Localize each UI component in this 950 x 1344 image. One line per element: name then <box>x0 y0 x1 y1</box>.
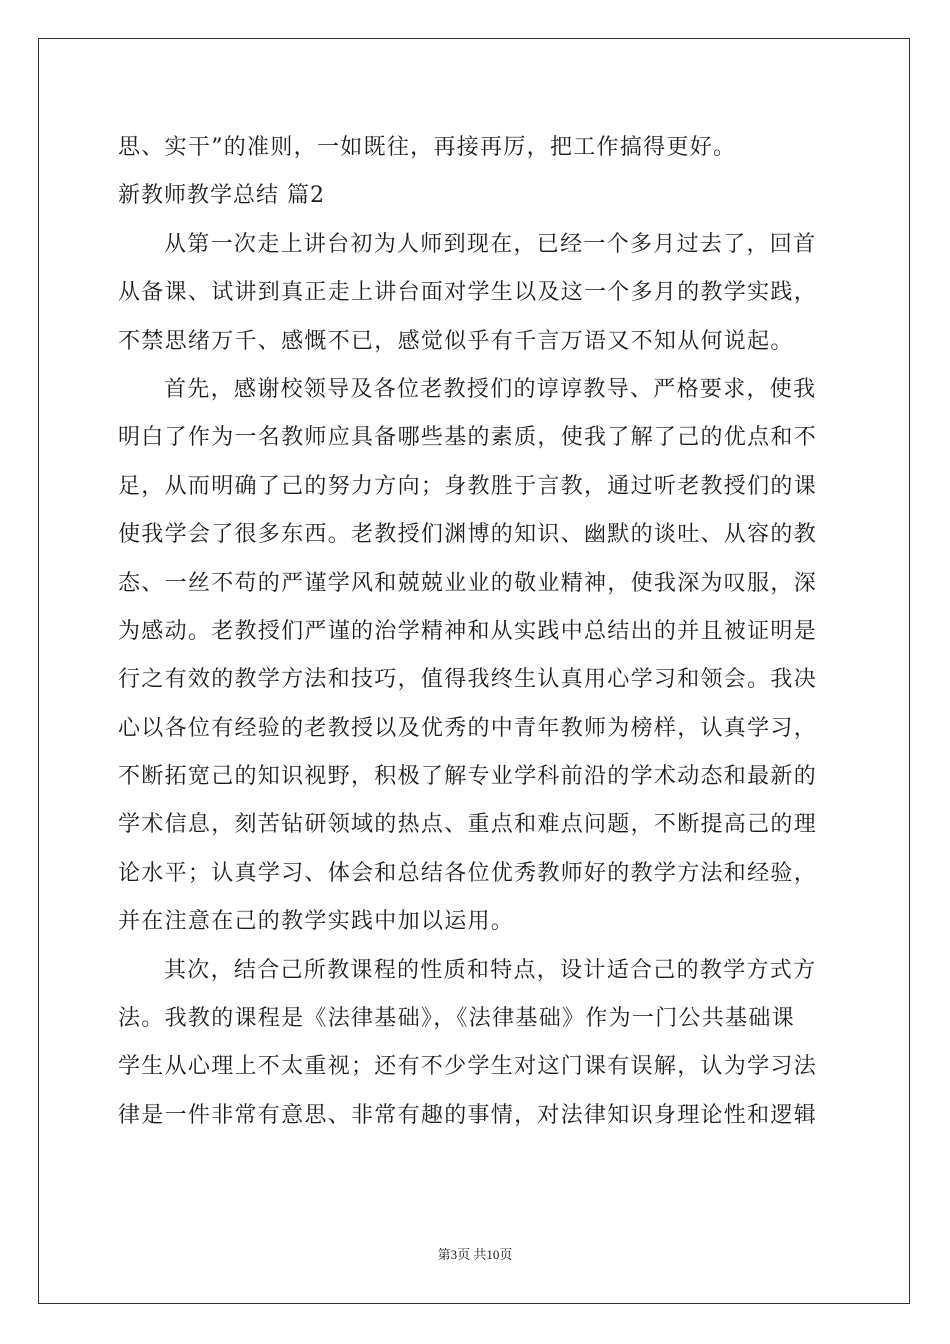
text-line: 不禁思绪万千、感慨不已，感觉似乎有千言万语又不知从何说起。 <box>118 328 794 354</box>
text-line: 学术信息，刻苦钻研领域的热点、重点和难点问题，不断提高己的理 <box>118 812 818 838</box>
text-line: 论水平；认真学习、体会和总结各位优秀教师好的教学方法和经验， <box>118 860 818 886</box>
text-line: 不断拓宽己的知识视野，积极了解专业学科前沿的学术动态和最新的 <box>118 764 818 790</box>
text-line: 并在注意在己的教学实践中加以运用。 <box>118 909 515 935</box>
text-line: 学生从心理上不太重视；还有不少学生对这门课有误解，认为学习法 <box>118 1054 818 1080</box>
document-body <box>118 124 836 1140</box>
text-line: 明白了作为一名教师应具备哪些基的素质，使我了解了己的优点和不 <box>118 425 818 451</box>
paragraph-first-line: 其次，结合己所教课程的性质和特点，设计适合己的教学方式方 <box>164 957 817 983</box>
page-number: 第3页 共10页 <box>437 1247 513 1262</box>
paragraph-first-line: 从第一次走上讲台初为人师到现在，已经一个多月过去了，回首 <box>164 231 817 257</box>
text-line: 法。我教的课程是《法律基础》，《法律基础》作为一门公共基础课 <box>118 1006 796 1032</box>
text-line: 思、实干”的准则，一如既往，再接再厉，把工作搞得更好。 <box>118 135 737 160</box>
text-line: 从备课、试讲到真正走上讲台面对学生以及这一个多月的教学实践， <box>118 280 818 306</box>
text-line: 态、一丝不苟的严谨学风和兢兢业业的敬业精神，使我深为叹服，深 <box>118 570 818 596</box>
text-line: 心以各位有经验的老教授以及优秀的中青年教师为榜样，认真学习， <box>118 715 818 741</box>
text-line: 行之有效的教学方法和技巧，值得我终生认真用心学习和领会。我决 <box>118 667 818 693</box>
text-line: 使我学会了很多东西。老教授们渊博的知识、幽默的谈吐、从容的教 <box>118 522 818 548</box>
text-line: 为感动。老教授们严谨的治学精神和从实践中总结出的并且被证明是 <box>118 618 818 644</box>
text-line: 足，从而明确了己的努力方向；身教胜于言教，通过听老教授们的课 <box>118 473 818 499</box>
paragraph-first-line: 首先，感谢校领导及各位老教授们的谆谆教导、严格要求，使我 <box>164 376 817 402</box>
text-line: 律是一件非常有意思、非常有趣的事情，对法律知识身理论性和逻辑 <box>118 1102 818 1128</box>
section-heading: 新教师教学总结 篇2 <box>118 183 325 209</box>
